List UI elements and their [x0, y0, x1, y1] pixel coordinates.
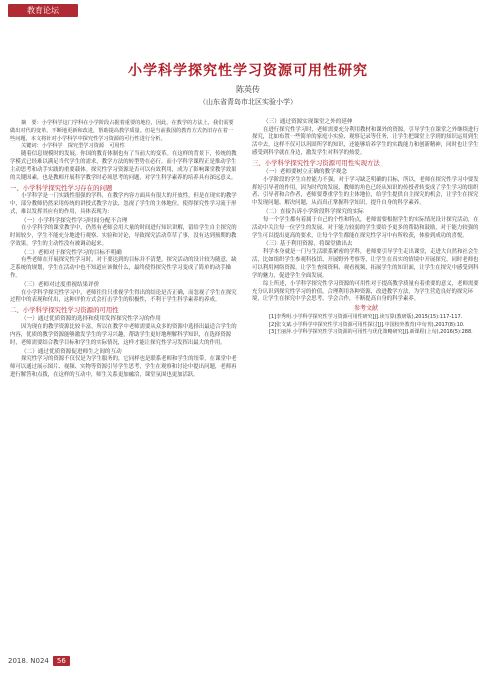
article-title: 小学科学探究性学习资源可用性研究 — [128, 63, 368, 79]
reference-item: [2]张文斌.小学科学中探究性学习资源可用性探讨[J].中国校外教育(中旬刊),2017(8):10. — [269, 321, 465, 328]
subsection-1-1: （一）小学科学探究性学习时间分配不合理 — [21, 217, 128, 224]
intro-paragraph: 随着信息规模时的发展，你国的教育体制也有了当前大的变革。在这样的背景下，传统的教学模式已经难以满足当代学生的需求，教学方法的转型势在必行。而小学科学课程正是推动学生主动思考和动手实践的重要载体。探究性学习资源是否可以有效利用，成为了影响课堂教学效果的关键因素，也是教师开展科学教学时必须思考的问题，对学生科学素养的培养具有深远意义。 — [10, 151, 237, 182]
subsection-2-2: （二）通过优质资源促进师生之间的互动 — [21, 348, 122, 355]
page-footer — [8, 654, 108, 668]
references-heading: 参考文献 — [353, 305, 378, 313]
author-affiliation: （山东省青岛市北区实验小学） — [199, 98, 297, 106]
conclusion-paragraph: 综上所述，小学科学探究性学习资源的可用性对于提高教学质量有着重要的意义，老师需要充分认识到探究性学习的价值，合理利用各种资源，改进教学方法，为学生营造良好的探究环境，让学生在探究中学会思考、学会合作，不断提高自身的科学素养。 — [252, 280, 479, 303]
reference-item: [3]王丽萍.小学科学探究性学习资源的可用性与优化策略研究[J].新课程(上旬),2016(5):288. — [269, 329, 473, 336]
page-number: 56 — [53, 656, 70, 666]
subsection-1-2: （二）老师对于探究性学习的目标不明确 — [21, 249, 122, 256]
subsection-3-3-paragraph: 科学本身就是一门与生活联系紧密的学科，老师要引导学生走出课堂，走进大自然和社会生活，比如组织学生参观科技馆、开展野外考察等，让学生在真实的情境中开展探究，同时老师也可以利用网络资源，让学生查阅资料、观看视频，拓展学生的知识面，让学生在探究中感受到科学的魅力，促进学生全面发展。 — [252, 248, 479, 279]
column-tag: 教育论坛 — [8, 4, 78, 17]
section-1-paragraph: 小学科学是一门实践性很强的学科，在教学内容方面具有很大的开放性，但是在现实的教学中，部分教师仍然采用传统的讲授式教学方法，忽视了学生的主体地位，使得探究性学习流于形式，难以发挥其应有的作用，具体表现为： — [10, 192, 237, 215]
subsection-3-1: （一）老师要树立正确的教学观念 — [263, 169, 347, 176]
reference-item: [1]李秀明.小学科学探究性学习资源可用性研究[J].读写算(教研版),2015(15):117-117. — [269, 314, 463, 321]
abstract: 摘 要：小学科学这门学科在小学阶段占据着重要的地位，因此，在教学的方法上，我们需要做出对代的变革。不断地更新和改进，帮助提高教学质量。但是当前我国的教育方式仍旧存在着一些问题，本文将针对小学科学中探究性学习资源的可行性进行分析。 — [10, 120, 234, 142]
subsection-2-1: （一）通过优质资源的选择和使用发挥探究性学习的作用 — [21, 316, 161, 323]
keywords: 关键词：小学科学 探究型学习资源 可用性 — [21, 143, 125, 150]
section-heading-1: 一、小学科学探究性学习存在的问题 — [10, 183, 113, 192]
right-column — [252, 118, 480, 337]
author-name: 陈英传 — [236, 85, 260, 94]
subsection-3-2-paragraph: 每一个学生都有着属于自己的个性和特点，老师需要根据学生的实际情况设计探究活动，在活动中关注每一位学生的发展，对于能力较弱的学生要给予更多的帮助和鼓励，对于能力较强的学生可以提出更高的要求，让每个学生都能在探究性学习中有所收获，体验到成功的喜悦。 — [252, 216, 479, 239]
section-heading-2: 二、小学科学探究性学习资源的可用性 — [10, 306, 119, 315]
subsection-1-1-paragraph: 在小学科学的课堂教学中，仍然有老师会用大量的时间进行知识讲解，留给学生自主探究的时间较少，学生不能充分地进行观察、实验和讨论，导致探究活动草草了事，没有达到预期的教学效果，学生的主动性没有被调动起来。 — [10, 225, 237, 247]
subsection-2-2-paragraph: 探究性学习的资源不仅仅是为学生服务的，它同样也是联系老师和学生的纽带，在课堂中老师可以通过展示图片、视频、实物等资源引导学生思考，学生在观察和讨论中提出问题，老师再进行解答和点拨，在这样的互动中，师生关系更加融洽，课堂氛围也更加活跃。 — [10, 356, 237, 378]
subsection-2-3-paragraph: 在进行探究性学习时，老师需要充分利用教材和课外的资源，引导学生在课堂之外继续进行探究，比如布置一些简单的家庭小实验、观察记录等任务，让学生把课堂上学到的知识运用到生活中去，这样不仅可以巩固所学的知识，还能够培养学生的实践能力和创新精神，同时也让学生感受到科学就在身边，激发学生对科学的热爱。 — [252, 126, 479, 157]
left-column — [10, 120, 238, 380]
subsection-1-3: （三）老师对过度重视结果评价 — [21, 282, 100, 289]
subsection-3-2: （二）直接告诉小学阶段科学探究的实际 — [263, 209, 364, 216]
section-heading-3: 三、小学科学探究性学习资源可用性实现方法 — [252, 159, 380, 168]
subsection-1-2-paragraph: 有些老师在开展探究性学习时，对于要达到的目标并不清楚，探究活动的设计较为随意，缺乏系统的规划，学生在活动中也不知道应该做什么，最终使得探究性学习变成了简单的动手操作。 — [10, 257, 237, 280]
subsection-1-3-paragraph: 在小学科学探究性学习中，老师往往只重视学生得出的结论是否正确，而忽视了学生在探究过程中的表现和付出，这种评价方式会打击学生的积极性，不利于学生科学素养的养成。 — [10, 289, 237, 304]
subsection-2-1-paragraph: 因为现在的教学资源比较丰富，所以在教学中老师需要从众多的资源中选择出最适合学生的内容，优质的教学资源能够激发学生的学习兴趣，帮助学生更好地理解科学知识，在选择资源时，老师需要结合教学目标和学生的实际情况，这样才能让探究性学习发挥出最大的作用。 — [10, 323, 237, 346]
issue-label: 2018. N024 — [8, 657, 49, 665]
subsection-3-1-paragraph: 小学阶段的学生自控能力不强，对于学习缺乏明确的目标，所以，老师在探究性学习中要发挥好引导者的作用，因为时代的发展，教师的角色已经从知识的传授者转变成了学生学习的组织者、引导者和合作者，老师要尊重学生的主体地位，给学生提供自主探究的机会，让学生在探究中发现问题、解决问题，从而真正掌握科学知识，提升自身的科学素养。 — [252, 176, 479, 207]
subsection-2-3: （三）通过资源实现课堂之外的延伸 — [263, 119, 353, 125]
subsection-3-3: （三）基于利用资源，将课堂做出去 — [263, 241, 353, 248]
